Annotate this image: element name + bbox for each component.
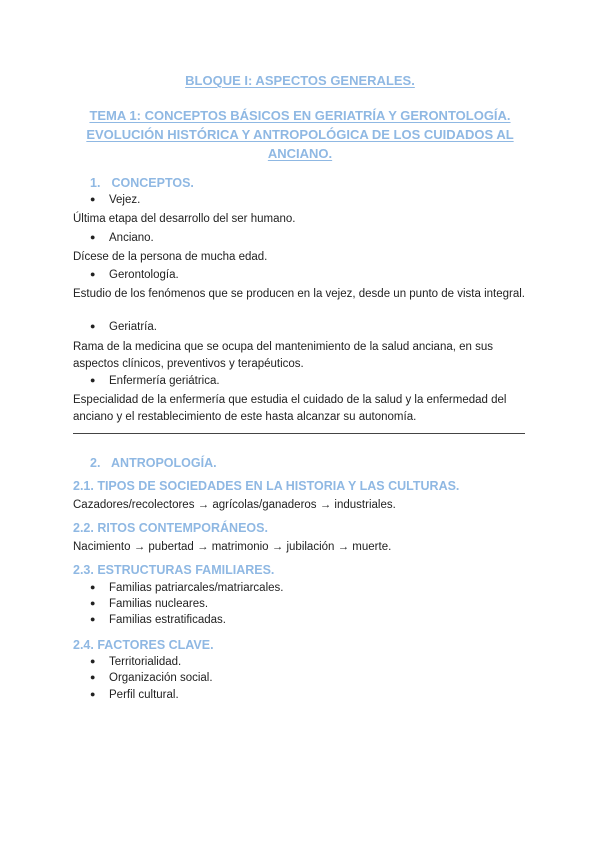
tema-title: TEMA 1: CONCEPTOS BÁSICOS EN GERIATRÍA Y GERONTOLOGÍA. EVOLUCIÓN HISTÓRICA Y ANTROPOLÓGICA DE LOS CUIDADOS AL ANCIANO. <box>86 108 514 161</box>
list-item: ● Familias estratificadas. <box>90 614 226 626</box>
bullet-icon: ● <box>90 614 96 624</box>
subsection-2-2-text: Nacimiento → pubertad → matrimonio → jubilación → muerte. <box>73 541 392 553</box>
subsection-2-1-text: Cazadores/recolectores → agrícolas/ganaderos → industriales. <box>73 499 396 511</box>
section-1-number: 1. <box>90 176 101 190</box>
list-item: ● Geriatría. <box>90 321 157 333</box>
bullet-icon: ● <box>90 375 96 385</box>
list-item: ● Familias nucleares. <box>90 598 209 610</box>
section-2-heading <box>90 456 217 470</box>
bullet-icon: ● <box>90 598 96 608</box>
subsection-2-2-title: 2.2. RITOS CONTEMPORÁNEOS. <box>73 521 268 535</box>
list-item: ● Territorialidad. <box>90 656 182 668</box>
bullet-icon: ● <box>90 582 96 592</box>
bullet-icon: ● <box>90 689 96 699</box>
list-item: ● Vejez. <box>90 194 141 206</box>
list-item: ● Organización social. <box>90 672 213 684</box>
bullet-icon: ● <box>90 269 96 279</box>
list-item: ● Perfil cultural. <box>90 689 179 701</box>
definition-text: Dícese de la persona de mucha edad. <box>73 251 268 263</box>
list-item: ● Enfermería geriátrica. <box>90 375 220 387</box>
definition-text: Rama de la medicina que se ocupa del mantenimiento de la salud anciana, en sus aspectos clínicos, preventivos y terapéuticos. <box>73 341 494 370</box>
bullet-icon: ● <box>90 672 96 682</box>
bullet-icon: ● <box>90 321 96 331</box>
list-item: ● Familias patriarcales/matriarcales. <box>90 582 284 594</box>
bullet-icon: ● <box>90 194 96 204</box>
section-1-heading <box>90 176 194 190</box>
subsection-2-3-title: 2.3. ESTRUCTURAS FAMILIARES. <box>73 563 275 577</box>
definition-text: Última etapa del desarrollo del ser humano. <box>73 213 296 225</box>
bloque-title: BLOQUE I: ASPECTOS GENERALES. <box>185 73 415 88</box>
list-item: ● Anciano. <box>90 232 154 244</box>
subsection-2-1-title: 2.1. TIPOS DE SOCIEDADES EN LA HISTORIA Y LAS CULTURAS. <box>73 479 460 493</box>
bullet-icon: ● <box>90 656 96 666</box>
definition-text: Especialidad de la enfermería que estudia el cuidado de la salud y la enfermedad del anciano y el restablecimiento de este hasta alcanzar su autonomía. <box>73 394 507 423</box>
bullet-icon: ● <box>90 232 96 242</box>
section-2-number: 2. <box>90 456 101 470</box>
list-item: ● Gerontología. <box>90 269 179 281</box>
section-2-title: ANTROPOLOGÍA. <box>111 456 217 470</box>
subsection-2-4-title: 2.4. FACTORES CLAVE. <box>73 638 214 652</box>
definition-text: Estudio de los fenómenos que se producen en la vejez, desde un punto de vista integral. <box>73 288 525 300</box>
section-1-title: CONCEPTOS. <box>111 176 194 190</box>
divider <box>73 433 525 434</box>
